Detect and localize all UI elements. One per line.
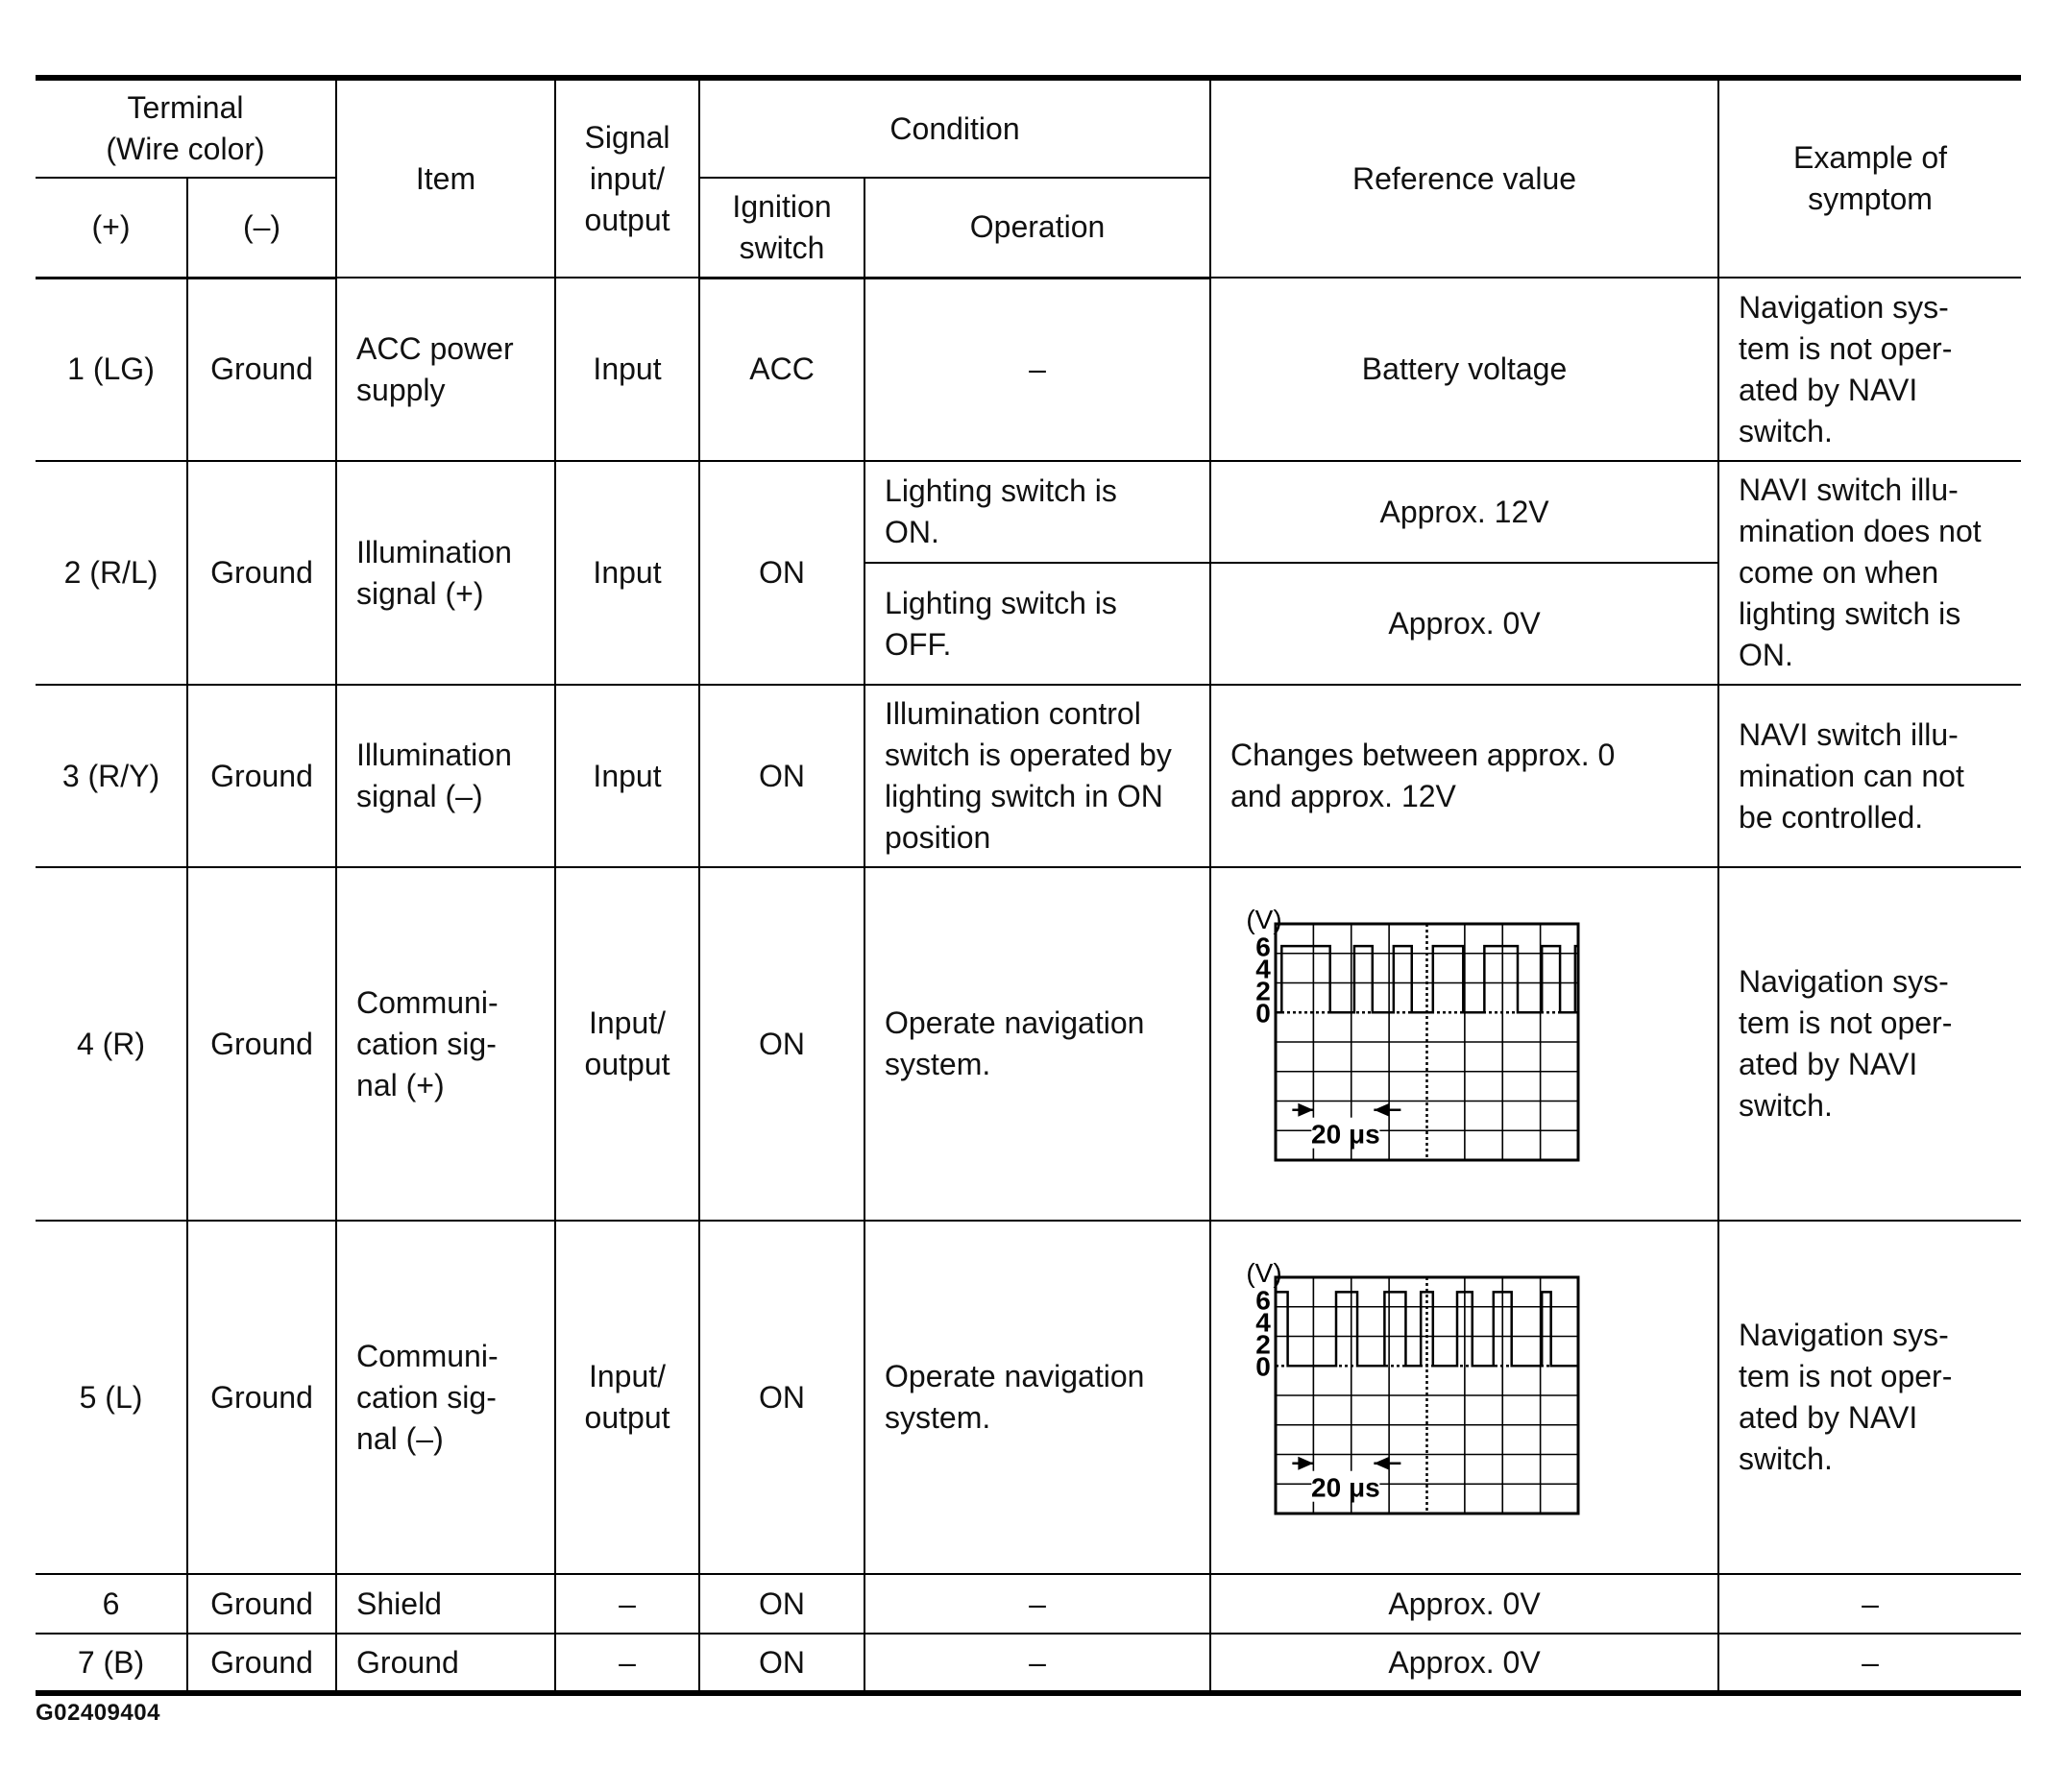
operation: – [864, 1634, 1210, 1693]
time-division-label: 20 μs [1311, 1472, 1380, 1503]
terminal-minus: Ground [187, 278, 336, 461]
table-header [36, 78, 2021, 278]
reference-value: Battery voltage [1210, 278, 1718, 461]
item: ACC power supply [336, 278, 555, 461]
operation-on: Lighting switch is ON. [864, 461, 1210, 563]
oscilloscope-waveform-minus [1232, 1263, 1597, 1532]
time-arrowhead-right [1374, 1103, 1389, 1117]
symptom: NAVI switch illu- mination does not come on when lighting switch is ON. [1718, 461, 2021, 685]
waveform-trace [1276, 946, 1578, 1012]
y-tick-label: 4 [1255, 1307, 1271, 1338]
symptom: NAVI switch illu- mination can not be controlled. [1718, 685, 2021, 867]
reference-value: Approx. 0V [1210, 1574, 1718, 1634]
axis-unit-label: (V) [1246, 1263, 1282, 1288]
figure-code: G02409404 [36, 1700, 160, 1726]
terminal-minus: Ground [187, 461, 336, 685]
terminal-plus: 3 (R/Y) [36, 685, 187, 867]
reference-value: Approx. 0V [1210, 1634, 1718, 1693]
operation: – [864, 1574, 1210, 1634]
table-row [36, 867, 2021, 1221]
reference-waveform-cell [1210, 867, 1718, 1221]
signal-io: Input/ output [555, 1221, 699, 1574]
table-row [36, 685, 2021, 867]
terminal-plus: 1 (LG) [36, 278, 187, 461]
oscilloscope-waveform-plus [1232, 909, 1597, 1178]
table-row [36, 1634, 2021, 1693]
y-tick-label: 4 [1255, 954, 1271, 984]
terminal-plus: 4 (R) [36, 867, 187, 1221]
table-row [36, 1574, 2021, 1634]
operation: – [864, 278, 1210, 461]
terminal-plus: 2 (R/L) [36, 461, 187, 685]
terminal-plus: 5 (L) [36, 1221, 187, 1574]
reference-waveform-cell [1210, 1221, 1718, 1574]
item: Illumination signal (–) [336, 685, 555, 867]
signal-io: – [555, 1574, 699, 1634]
axis-unit-label: (V) [1246, 909, 1282, 934]
terminal-minus: Ground [187, 1574, 336, 1634]
terminal-minus: Ground [187, 1221, 336, 1574]
operation: Illumination control switch is operated by lighting switch in ON position [864, 685, 1210, 867]
terminal-plus: 7 (B) [36, 1634, 187, 1693]
terminal-minus: Ground [187, 867, 336, 1221]
symptom: – [1718, 1634, 2021, 1693]
ignition-switch: ON [699, 685, 864, 867]
symptom: – [1718, 1574, 2021, 1634]
symptom: Navigation sys- tem is not oper- ated by NAVI switch. [1718, 278, 2021, 461]
y-tick-label: 6 [1255, 1285, 1271, 1316]
header-signal-io: Signal input/ output [555, 78, 699, 278]
table-row [36, 278, 2021, 461]
item: Illumination signal (+) [336, 461, 555, 685]
terminal-table [36, 75, 2021, 1696]
ignition-switch: ON [699, 867, 864, 1221]
item: Communi- cation sig- nal (–) [336, 1221, 555, 1574]
signal-io: Input [555, 278, 699, 461]
time-arrowhead-left [1298, 1103, 1313, 1117]
y-tick-label: 6 [1255, 932, 1271, 962]
ignition-switch: ON [699, 1574, 864, 1634]
signal-io: Input [555, 685, 699, 867]
operation: Operate navigation system. [864, 1221, 1210, 1574]
reference-value-on: Approx. 12V [1210, 461, 1718, 563]
y-tick-label: 0 [1255, 1351, 1271, 1382]
table-row [36, 1221, 2021, 1574]
operation: Operate navigation system. [864, 867, 1210, 1221]
terminal-minus: Ground [187, 1634, 336, 1693]
header-reference-value: Reference value [1210, 78, 1718, 278]
table-row [36, 461, 2021, 563]
header-terminal: Terminal (Wire color) [36, 78, 336, 178]
symptom: Navigation sys- tem is not oper- ated by NAVI switch. [1718, 1221, 2021, 1574]
symptom: Navigation sys- tem is not oper- ated by NAVI switch. [1718, 867, 2021, 1221]
time-arrowhead-left [1298, 1457, 1313, 1470]
ignition-switch: ACC [699, 278, 864, 461]
operation-off: Lighting switch is OFF. [864, 563, 1210, 685]
header-operation: Operation [864, 178, 1210, 278]
y-tick-label: 2 [1255, 1329, 1271, 1360]
item: Communi- cation sig- nal (+) [336, 867, 555, 1221]
ignition-switch: ON [699, 1221, 864, 1574]
header-example-of-symptom: Example of symptom [1718, 78, 2021, 278]
reference-value: Changes between approx. 0 and approx. 12V [1210, 685, 1718, 867]
header-minus: (–) [187, 178, 336, 278]
item: Ground [336, 1634, 555, 1693]
terminal-minus: Ground [187, 685, 336, 867]
time-division-label: 20 μs [1311, 1119, 1380, 1150]
signal-io: Input [555, 461, 699, 685]
item: Shield [336, 1574, 555, 1634]
header-plus: (+) [36, 178, 187, 278]
header-condition: Condition [699, 78, 1210, 178]
ignition-switch: ON [699, 461, 864, 685]
ignition-switch: ON [699, 1634, 864, 1693]
reference-value-off: Approx. 0V [1210, 563, 1718, 685]
header-ignition-switch: Ignition switch [699, 178, 864, 278]
time-arrowhead-right [1374, 1457, 1389, 1470]
y-tick-label: 0 [1255, 998, 1271, 1029]
header-item: Item [336, 78, 555, 278]
terminal-plus: 6 [36, 1574, 187, 1634]
y-tick-label: 2 [1255, 976, 1271, 1006]
signal-io: – [555, 1634, 699, 1693]
signal-io: Input/ output [555, 867, 699, 1221]
